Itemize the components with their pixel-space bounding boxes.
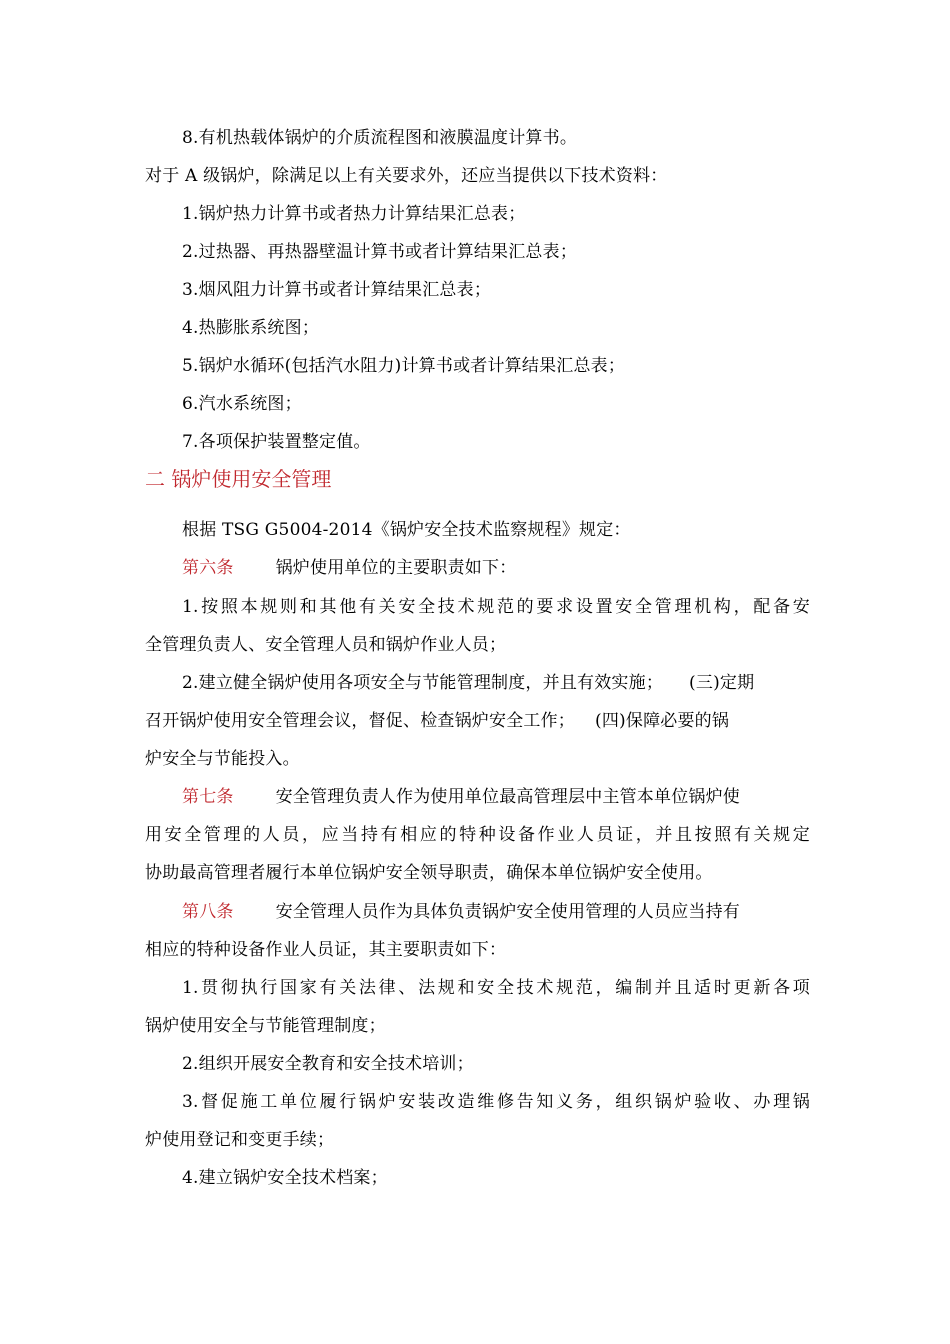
paragraph-a-class-intro: 对于 A 级锅炉，除满足以上有关要求外，还应当提供以下技术资料：	[145, 166, 668, 186]
article-6-label: 第六条	[182, 558, 234, 578]
article-7-text: 安全管理负责人作为使用单位最高管理层中主管本单位锅炉使	[275, 787, 741, 807]
article-6-item-2-line-1	[182, 672, 810, 694]
article-7-label: 第七条	[182, 787, 234, 807]
article-8-item-3-line-1: 3.督促施工单位履行锅炉安装改造维修告知义务，组织锅炉验收、办理锅	[182, 1092, 810, 1112]
article-7-line-1	[182, 786, 810, 808]
article-7-line-3: 协助最高管理者履行本单位锅炉安全领导职责，确保本单位锅炉安全使用。	[145, 863, 713, 883]
article-6-item-2-line-2	[145, 710, 810, 732]
article-8-item-1-line-1: 1.贯彻执行国家有关法律、法规和安全技术规范，编制并且适时更新各项	[182, 978, 810, 998]
article-8-label: 第八条	[182, 902, 234, 922]
article-6-item-3-start: (三)定期	[689, 673, 755, 693]
regulation-intro: 根据 TSG G5004-2014《锅炉安全技术监察规程》规定：	[182, 520, 631, 540]
list-item-7: 7.各项保护装置整定值。	[182, 432, 371, 452]
article-6-heading	[182, 557, 810, 579]
article-6-item-3-text: 召开锅炉使用安全管理会议，督促、检查锅炉安全工作；	[145, 711, 575, 731]
article-8-item-4: 4.建立锅炉安全技术档案；	[182, 1168, 388, 1188]
article-7-line-2: 用安全管理的人员，应当持有相应的特种设备作业人员证，并且按照有关规定	[145, 825, 810, 845]
article-8-line-1	[182, 901, 810, 923]
article-8-line-2: 相应的特种设备作业人员证，其主要职责如下：	[145, 940, 507, 960]
article-8-item-3-line-2: 炉使用登记和变更手续；	[145, 1130, 335, 1150]
list-item-6: 6.汽水系统图；	[182, 394, 302, 414]
list-item-2: 2.过热器、再热器壁温计算书或者计算结果汇总表；	[182, 242, 578, 262]
list-item-1: 1.锅炉热力计算书或者热力计算结果汇总表；	[182, 204, 526, 224]
list-item-8: 8.有机热载体锅炉的介质流程图和液膜温度计算书。	[182, 128, 578, 148]
list-item-3: 3.烟风阻力计算书或者计算结果汇总表；	[182, 280, 492, 300]
list-item-5: 5.锅炉水循环(包括汽水阻力)计算书或者计算结果汇总表；	[182, 356, 626, 376]
article-6-item-2-line-3: 炉安全与节能投入。	[145, 749, 300, 769]
article-6-item-4-start: (四)保障必要的锅	[595, 711, 730, 731]
list-item-4: 4.热膨胀系统图；	[182, 318, 320, 338]
article-6-item-1-line-1: 1.按照本规则和其他有关安全技术规范的要求设置安全管理机构，配备安	[182, 597, 810, 617]
article-8-text: 安全管理人员作为具体负责锅炉安全使用管理的人员应当持有	[275, 902, 741, 922]
article-6-item-1-line-2: 全管理负责人、安全管理人员和锅炉作业人员；	[145, 635, 507, 655]
article-6-item-2-text: 2.建立健全锅炉使用各项安全与节能管理制度，并且有效实施；	[182, 673, 664, 693]
section-heading: 二 锅炉使用安全管理	[145, 467, 332, 491]
article-6-text: 锅炉使用单位的主要职责如下：	[275, 558, 517, 578]
article-8-item-2: 2.组织开展安全教育和安全技术培训；	[182, 1054, 474, 1074]
article-8-item-1-line-2: 锅炉使用安全与节能管理制度；	[145, 1016, 386, 1036]
